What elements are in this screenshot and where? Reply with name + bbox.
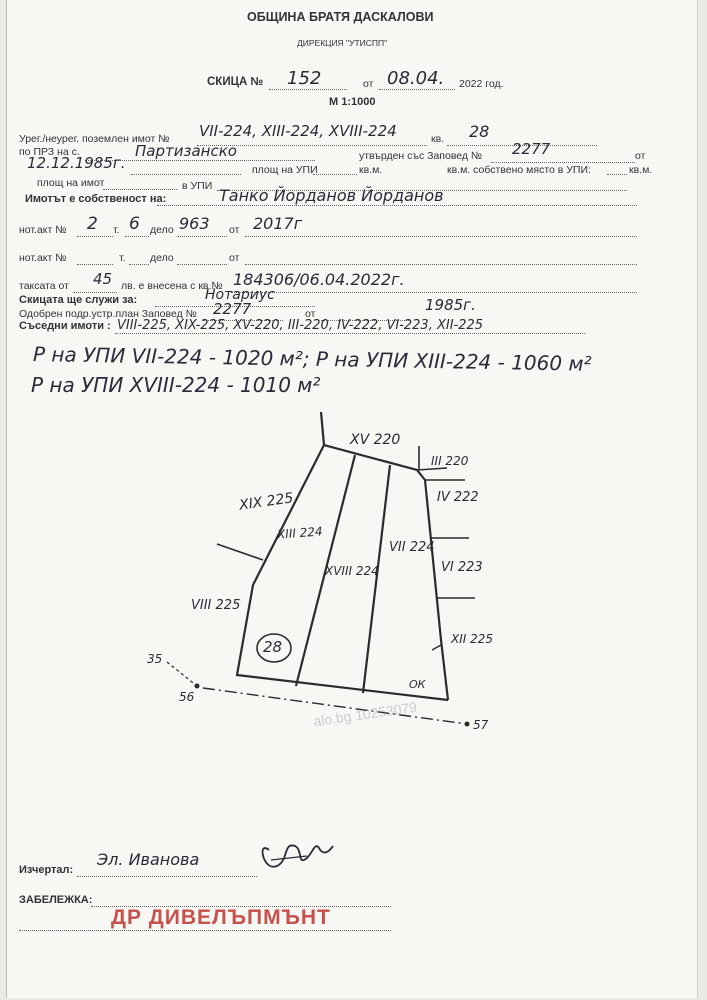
approved-date: 12.12.1985г. — [27, 154, 126, 172]
watermark: alo.bg 10253079 — [312, 698, 418, 730]
deed1-from-label: от — [229, 224, 240, 236]
serve-label: Скицата ще служи за: — [19, 294, 138, 306]
drawn-by-label: Изчертал: — [19, 864, 74, 876]
block-number: 28 — [263, 638, 283, 656]
neighbors-value: VIII-225, XIX-225, XV-220, III-220, IV-222, VI-223, XII-225 — [117, 318, 484, 333]
upi-area-label: площ на УПИ — [252, 164, 318, 176]
label-iii-220: III 220 — [431, 454, 469, 468]
approved-label: утвърден със Заповед № — [359, 150, 483, 162]
own-space-label: кв.м. собствено място в УПИ: — [447, 164, 591, 176]
owner-value: Танко Йорданов Йорданов — [219, 186, 444, 205]
deed1-date: 2017г — [253, 214, 303, 233]
owner-label: Имотът е собственост на: — [25, 193, 167, 205]
deed2-label: нот.акт № — [19, 252, 67, 264]
block-value: 28 — [469, 122, 490, 141]
serve-value: Нотариус — [205, 287, 275, 303]
label-vi-223: VI 223 — [441, 560, 483, 575]
deed1-case-label: дело — [150, 224, 174, 236]
label-xiii-224: XIII 224 — [276, 524, 323, 542]
note-label: ЗАБЕЛЕЖКА: — [19, 894, 93, 906]
plan-label: Одобрен подр.устр.план Заповед № — [19, 308, 197, 320]
deed1-volume: 6 — [129, 214, 140, 234]
property-label: Урег./неурег. поземлен имот № — [19, 133, 170, 145]
area-note-line1: Р на УПИ VII-224 - 1020 м²; Р на УПИ XIII-224 - 1060 м² — [32, 342, 592, 376]
land-area-label: площ на имот — [37, 177, 105, 189]
directorate-title: ДИРЕКЦИЯ "УТИСПП" — [297, 38, 388, 48]
label-xviii-224: XVIII 224 — [325, 564, 379, 578]
approved-from-label: от — [635, 150, 646, 162]
in-upi-label: в УПИ — [182, 180, 213, 192]
point-label-56: 56 — [179, 690, 195, 704]
signature — [7, 0, 697, 998]
plan-from-label: от — [305, 308, 316, 320]
sqm-label-2: кв.м. — [629, 164, 653, 176]
approved-value: 2277 — [512, 140, 551, 158]
deed1-volume-label: т. — [113, 224, 120, 236]
prz-value: Партизанско — [135, 142, 237, 160]
label-iv-222: IV 222 — [437, 490, 479, 505]
point-label-35: 35 — [147, 652, 163, 666]
deed1-label: нот.акт № — [19, 224, 67, 236]
deed1-number: 2 — [87, 214, 98, 234]
label-viii-225: VIII 225 — [191, 598, 241, 613]
deed2-from-label: от — [229, 252, 240, 264]
plan-number: 2277 — [213, 300, 252, 318]
drawn-by-value: Эл. Иванова — [97, 850, 200, 869]
sqm-label-1: кв.м. — [359, 164, 383, 176]
neighbors-label: Съседни имоти : — [19, 320, 111, 332]
prz-label: по ПРЗ на с. — [19, 146, 80, 158]
label-xv-220: XV 220 — [350, 432, 401, 448]
label-xix-225: XIX 225 — [238, 490, 295, 514]
property-value: VII-224, XIII-224, XVIII-224 — [199, 122, 397, 140]
area-note-line2: Р на УПИ XVIII-224 - 1010 м² — [31, 373, 321, 397]
sketch-year: 2022 год. — [459, 78, 504, 90]
receipt-value: 184306/06.04.2022г. — [233, 270, 405, 289]
label-xii-225: XII 225 — [451, 632, 494, 646]
municipality-title: ОБЩИНА БРАТЯ ДАСКАЛОВИ — [247, 10, 434, 24]
label-vii-224: VII 224 — [389, 540, 435, 555]
point-label-57: 57 — [473, 718, 489, 732]
date-from-label: от — [363, 78, 374, 90]
company-stamp: ДР ДИВЕЛЪПМЪНТ — [111, 906, 331, 929]
scale-label: М 1:1000 — [329, 96, 376, 108]
fee-value: 45 — [93, 270, 113, 288]
sketch-label: СКИЦА № — [207, 76, 264, 88]
plan-year: 1985г. — [425, 296, 476, 314]
block-label: кв. — [431, 133, 445, 145]
label-ok: ОК — [409, 678, 426, 691]
sketch-document — [6, 0, 698, 998]
deed1-case: 963 — [179, 214, 210, 233]
fee-label: таксата от — [19, 280, 69, 292]
deed2-volume-label: т. — [119, 252, 126, 264]
sketch-date: 08.04. — [387, 68, 445, 89]
fee-paid-label: лв. е внесена с кв.№ — [121, 280, 223, 292]
deed2-case-label: дело — [150, 252, 174, 264]
sketch-number: 152 — [287, 68, 322, 89]
